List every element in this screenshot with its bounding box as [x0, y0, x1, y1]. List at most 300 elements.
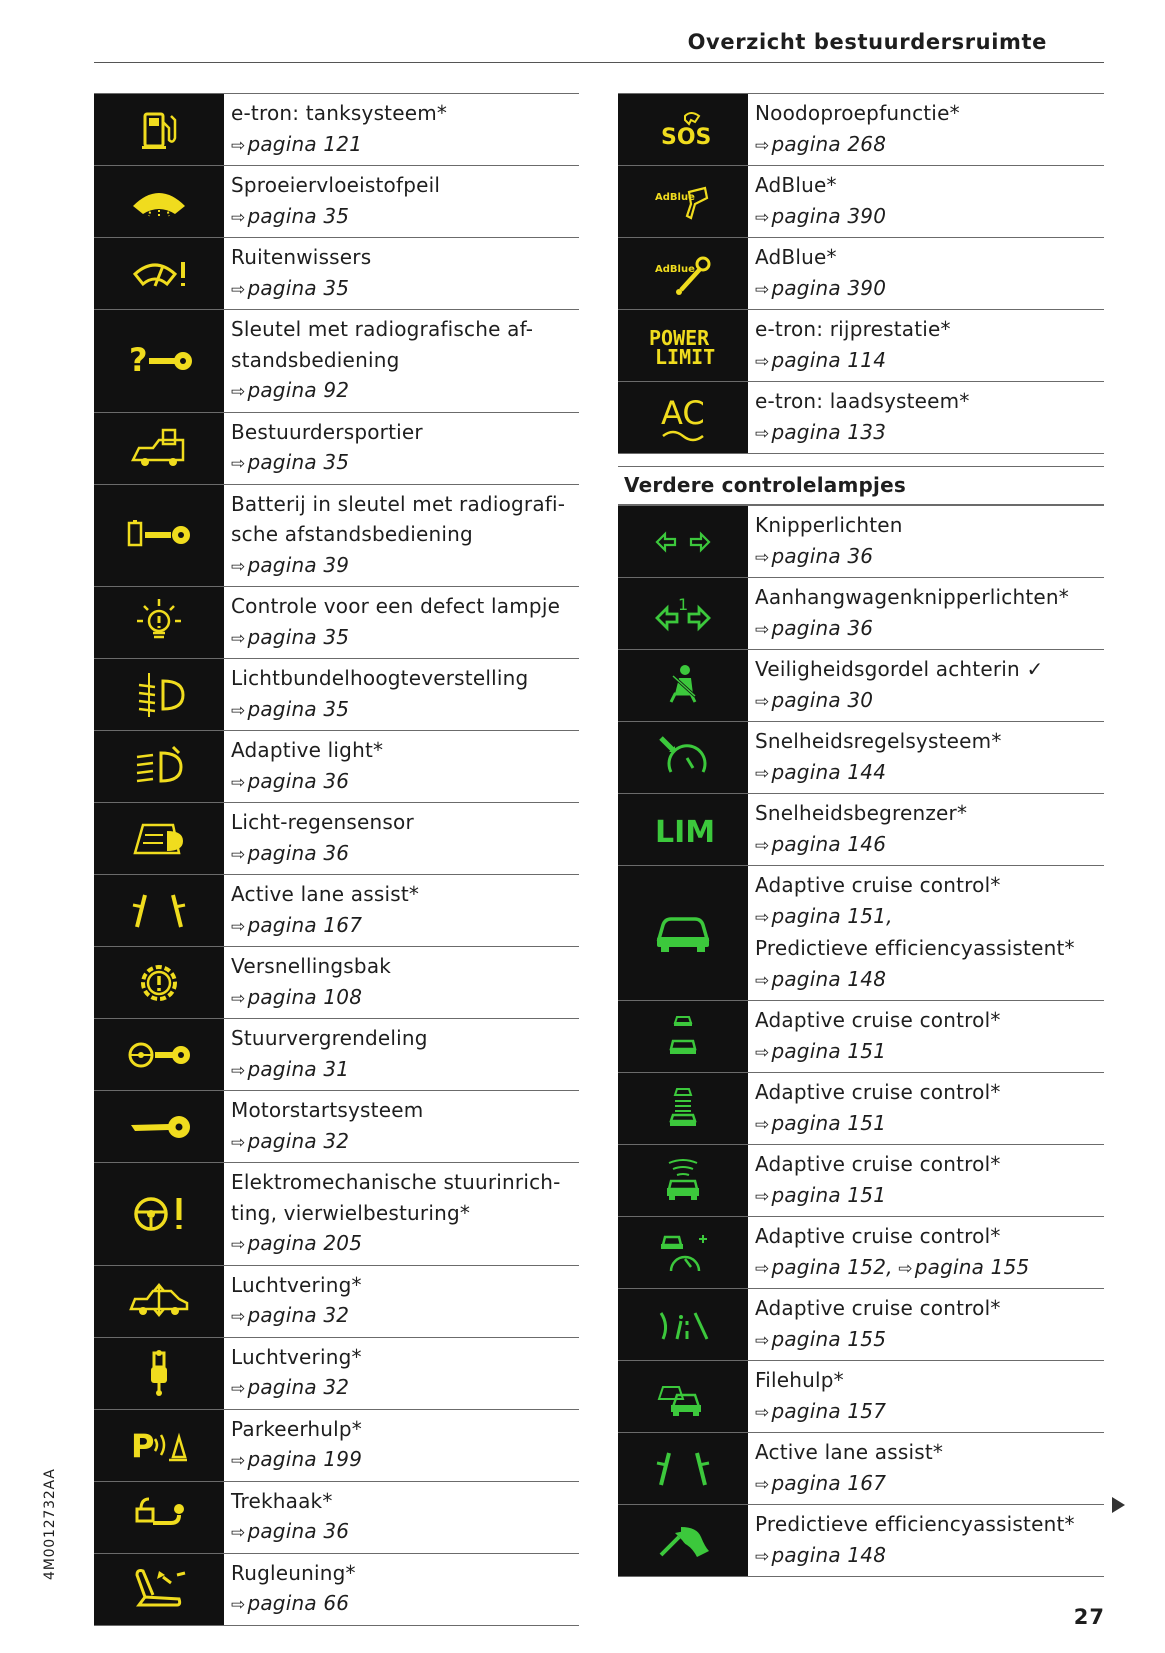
page-reference-text: pagina 114 — [771, 347, 887, 372]
indicator-label: Adaptive cruise control* — [755, 1152, 1001, 1176]
page-reference[interactable] — [755, 417, 1104, 450]
page-reference[interactable] — [231, 447, 579, 480]
page-reference[interactable] — [755, 757, 1104, 790]
indicator-row — [618, 794, 1104, 866]
indicator-description — [224, 1163, 579, 1265]
indicator-description — [748, 1433, 1104, 1504]
indicator-description — [748, 1217, 1104, 1288]
indicator-row — [94, 1482, 579, 1554]
indicator-description — [224, 94, 579, 165]
page-reference-text: pagina 151 — [771, 1038, 887, 1063]
page-reference-text: pagina 157 — [771, 1398, 887, 1423]
acc-distance-icon — [648, 1012, 718, 1062]
indicator-row — [94, 1554, 579, 1626]
page-reference[interactable] — [755, 273, 1104, 306]
indicator-label: Noodoproepfunctie* — [755, 101, 960, 125]
page-reference-text: pagina 36 — [247, 840, 350, 865]
indicator-row — [94, 1019, 579, 1091]
reference-arrow-icon: ⇨ — [231, 556, 246, 577]
indicator-description — [748, 866, 1104, 1000]
indicator-icon-cell — [94, 310, 224, 412]
indicator-label: Knipperlichten — [755, 513, 903, 537]
indicator-label: AdBlue* — [755, 173, 837, 197]
svg-text:LIM: LIM — [655, 814, 716, 850]
lane-assist-active-icon — [648, 1444, 718, 1494]
page-reference-text: pagina 35 — [247, 275, 350, 300]
indicator-label: Versnellingsbak — [231, 954, 392, 978]
indicator-description — [748, 1361, 1104, 1432]
page-reference[interactable] — [231, 1054, 579, 1087]
lane-assist-icon — [124, 886, 194, 936]
reference-arrow-icon: ⇨ — [755, 279, 770, 300]
indicator-icon-cell — [94, 659, 224, 730]
page-reference[interactable] — [755, 1036, 1104, 1069]
indicator-icon-cell — [94, 485, 224, 587]
indicator-row — [94, 485, 579, 588]
adaptive-light-icon — [124, 742, 194, 792]
adblue-fill-icon — [648, 177, 718, 227]
page-reference-text: pagina 36 — [247, 1519, 350, 1543]
indicator-row — [618, 650, 1104, 722]
page-reference[interactable] — [231, 910, 579, 943]
reference-arrow-icon: ⇨ — [755, 763, 770, 784]
indicator-description — [224, 1019, 579, 1090]
gearbox-icon — [124, 958, 194, 1008]
page-reference-text: pagina 30 — [771, 687, 874, 712]
indicator-description — [224, 1091, 579, 1162]
page-reference[interactable] — [231, 1372, 579, 1405]
page-reference[interactable] — [755, 1108, 1104, 1141]
page-reference-text: pagina 31 — [247, 1056, 350, 1081]
indicator-label: Luchtvering* — [231, 1344, 362, 1369]
speed-limiter-icon — [648, 805, 718, 855]
indicator-description — [224, 1410, 579, 1481]
indicator-label: Licht-regensensor — [231, 810, 414, 834]
page-reference-text: pagina 133 — [771, 419, 887, 444]
indicator-description — [224, 731, 579, 802]
indicator-label: standsbediening — [231, 347, 400, 372]
fuel-pump-icon — [124, 105, 194, 155]
page-reference-text: pagina 32 — [247, 1375, 350, 1399]
efficiency-assist-icon — [648, 1516, 718, 1566]
page-reference[interactable] — [231, 1588, 579, 1621]
reference-arrow-icon: ⇨ — [755, 1186, 770, 1207]
page-reference-text: pagina 155 — [771, 1326, 887, 1351]
indicator-icon-cell — [94, 1266, 224, 1337]
indicator-row — [94, 875, 579, 947]
indicator-description — [748, 310, 1104, 381]
driver-door-icon — [124, 423, 194, 473]
page-reference[interactable] — [231, 1126, 579, 1159]
indicator-list-further — [618, 505, 1104, 1577]
page-reference-text: pagina 205 — [247, 1231, 363, 1255]
svg-text:P: P — [131, 1427, 155, 1465]
page-reference-text: pagina 36 — [771, 543, 874, 568]
indicator-row — [94, 238, 579, 310]
indicator-icon-cell — [618, 1001, 748, 1072]
indicator-description — [224, 1482, 579, 1553]
indicator-icon-cell — [94, 1410, 224, 1481]
indicator-row — [618, 166, 1104, 238]
indicator-description — [748, 1073, 1104, 1144]
indicator-label: Lichtbundelhoogteverstelling — [231, 666, 529, 690]
reference-arrow-icon: ⇨ — [231, 1307, 246, 1327]
svg-text:POWER: POWER — [649, 325, 710, 350]
indicator-description — [224, 803, 579, 874]
indicator-description — [748, 1505, 1104, 1576]
reference-arrow-icon: ⇨ — [755, 135, 770, 156]
page-reference[interactable] — [755, 1324, 1104, 1357]
air-suspension-icon — [124, 1276, 194, 1326]
indicator-row — [618, 382, 1104, 454]
indicator-description — [748, 166, 1104, 237]
washer-fluid-icon — [124, 177, 194, 227]
page-reference[interactable] — [755, 613, 1104, 646]
reference-arrow-icon: ⇨ — [231, 844, 246, 865]
indicator-description — [224, 310, 579, 412]
svg-text:1: 1 — [678, 594, 689, 614]
page-reference[interactable] — [755, 201, 1104, 234]
page-reference[interactable] — [231, 694, 579, 727]
page-reference-text: pagina 390 — [771, 203, 887, 228]
indicator-description — [224, 587, 579, 658]
indicator-description — [224, 1338, 579, 1409]
page-reference-text: pagina 36 — [247, 768, 350, 793]
traffic-jam-assist-icon — [648, 1372, 718, 1422]
reference-arrow-icon: ⇨ — [755, 207, 770, 228]
indicator-row — [618, 1217, 1104, 1289]
page-reference[interactable] — [755, 129, 1104, 162]
reference-arrow-icon: ⇨ — [755, 970, 770, 991]
reference-arrow-icon: ⇨ — [755, 691, 770, 712]
indicator-label: Luchtvering* — [231, 1272, 362, 1297]
indicator-icon-cell — [618, 310, 748, 381]
seat-backrest-icon — [124, 1564, 194, 1614]
page-reference[interactable] — [755, 541, 1104, 574]
indicator-description — [748, 1145, 1104, 1216]
page-reference[interactable] — [231, 838, 579, 871]
page-reference[interactable] — [755, 345, 1104, 378]
indicator-row — [94, 1410, 579, 1482]
indicator-icon-cell — [94, 875, 224, 946]
indicator-label: Ruitenwissers — [231, 245, 372, 269]
indicator-label: Parkeerhulp* — [231, 1416, 362, 1441]
reference-arrow-icon: ⇨ — [755, 1114, 770, 1135]
svg-text:LIMIT: LIMIT — [655, 344, 716, 369]
indicator-label: Snelheidsregelsysteem* — [755, 729, 1002, 753]
indicator-icon-cell — [618, 238, 748, 309]
indicator-icon-cell — [94, 947, 224, 1018]
indicator-icon-cell — [618, 866, 748, 1000]
page-reference-text: pagina 36 — [771, 615, 874, 640]
page-reference[interactable] — [755, 1180, 1104, 1213]
indicator-row — [618, 1289, 1104, 1361]
indicator-row — [94, 1163, 579, 1266]
reference-arrow-icon: ⇨ — [231, 916, 246, 937]
page-reference[interactable] — [893, 1255, 1030, 1279]
page-reference[interactable] — [755, 829, 1104, 862]
indicator-label: Adaptive cruise control* — [755, 1224, 1001, 1248]
indicator-label: Active lane assist* — [231, 882, 420, 906]
turn-signals-icon — [648, 517, 718, 567]
indicator-description — [748, 1001, 1104, 1072]
reference-arrow-icon: ⇨ — [755, 423, 770, 444]
reference-arrow-icon: ⇨ — [755, 619, 770, 640]
page-reference[interactable] — [231, 1444, 579, 1477]
page-reference[interactable] — [231, 201, 579, 234]
page-reference[interactable] — [755, 1255, 893, 1279]
indicator-row — [94, 1338, 579, 1410]
reference-arrow-icon: ⇨ — [231, 700, 246, 721]
indicator-row — [618, 310, 1104, 382]
reference-arrow-icon: ⇨ — [231, 454, 246, 474]
indicator-label: Elektromechanische stuurinrich- — [231, 1170, 561, 1194]
svg-text:AdBlue: AdBlue — [655, 263, 695, 275]
indicator-description — [224, 413, 579, 484]
trailer-signals-icon — [648, 589, 718, 639]
acc-lane-icon — [648, 1300, 718, 1350]
indicator-icon-cell — [94, 1554, 224, 1625]
page-reference-text: pagina 199 — [247, 1447, 363, 1471]
page-reference-text: pagina 92 — [247, 378, 350, 402]
indicator-row — [94, 587, 579, 659]
indicator-icon-cell — [618, 722, 748, 793]
indicator-label: Snelheidsbegrenzer* — [755, 801, 968, 825]
indicator-row — [618, 1073, 1104, 1145]
reference-arrow-icon: ⇨ — [231, 1379, 246, 1399]
indicator-icon-cell — [618, 382, 748, 453]
indicator-description — [224, 1266, 579, 1337]
reference-arrow-icon: ⇨ — [755, 835, 770, 856]
indicator-icon-cell — [618, 1433, 748, 1504]
indicator-list-main — [618, 93, 1104, 454]
page-reference-text: pagina 35 — [247, 450, 350, 474]
acc-radar-icon — [648, 1156, 718, 1206]
reference-arrow-icon: ⇨ — [755, 1546, 770, 1567]
indicator-label: Stuurvergrendeling — [231, 1026, 428, 1050]
page-reference-text: pagina 146 — [771, 831, 887, 856]
indicator-description — [748, 382, 1104, 453]
indicator-row — [94, 310, 579, 413]
page-reference[interactable] — [231, 1300, 579, 1333]
indicator-icon-cell — [94, 587, 224, 658]
indicator-label: Predictieve efficiencyassistent* — [755, 936, 1075, 960]
indicator-description — [224, 166, 579, 237]
page-reference-text: pagina 32 — [247, 1128, 350, 1153]
page-reference[interactable] — [231, 550, 579, 583]
section-title: Verdere controlelampjes — [618, 466, 1104, 505]
reference-arrow-icon: ⇨ — [755, 547, 770, 568]
indicator-icon-cell — [94, 1163, 224, 1265]
parking-aid-icon — [124, 1420, 194, 1470]
indicator-row — [618, 93, 1104, 166]
indicator-icon-cell — [94, 94, 224, 165]
page-reference-text: pagina 148 — [771, 1542, 887, 1567]
steering-warning-icon — [124, 1189, 194, 1239]
page-reference-text: pagina 121 — [247, 131, 363, 156]
indicator-icon-cell — [618, 1361, 748, 1432]
power-limit-icon — [648, 321, 718, 371]
reference-arrow-icon: ⇨ — [755, 907, 770, 928]
right-column — [618, 93, 1104, 1577]
indicator-row — [618, 722, 1104, 794]
headlight-range-icon — [124, 670, 194, 720]
indicator-row — [94, 1266, 579, 1338]
indicator-icon-cell — [94, 731, 224, 802]
page-reference-text: pagina 151 — [771, 1182, 887, 1207]
indicator-row — [94, 731, 579, 803]
indicator-row — [618, 238, 1104, 310]
reference-arrow-icon: ⇨ — [231, 1060, 246, 1081]
reference-arrow-icon: ⇨ — [231, 382, 246, 402]
indicator-icon-cell — [618, 166, 748, 237]
indicator-label: Aanhangwagenknipperlichten* — [755, 585, 1069, 609]
reference-arrow-icon: ⇨ — [231, 628, 246, 649]
indicator-description — [748, 578, 1104, 649]
page-reference-text: pagina 148 — [771, 966, 887, 991]
page-reference[interactable] — [755, 1540, 1104, 1573]
reference-arrow-icon: ⇨ — [755, 1330, 770, 1351]
page-reference-text: pagina 66 — [247, 1591, 350, 1615]
indicator-label: e-tron: laadsysteem* — [755, 389, 970, 413]
indicator-row — [618, 1361, 1104, 1433]
page-reference[interactable] — [755, 1468, 1104, 1501]
indicator-row — [618, 1001, 1104, 1073]
page-reference-text: pagina 32 — [247, 1303, 350, 1327]
indicator-label: ting, vierwielbesturing* — [231, 1200, 471, 1225]
reference-arrow-icon: ⇨ — [231, 1595, 246, 1615]
page-reference[interactable] — [755, 901, 1104, 934]
reference-arrow-icon: ⇨ — [231, 1523, 246, 1543]
ac-charging-icon — [648, 393, 718, 443]
indicator-label: Trekhaak* — [231, 1488, 333, 1513]
indicator-description — [224, 238, 579, 309]
reference-arrow-icon: ⇨ — [755, 1402, 770, 1423]
indicator-description — [748, 722, 1104, 793]
indicator-icon-cell — [618, 794, 748, 865]
engine-start-key-icon — [124, 1102, 194, 1152]
page-reference[interactable] — [231, 982, 579, 1015]
indicator-description — [224, 947, 579, 1018]
rear-seatbelt-icon — [648, 661, 718, 711]
indicator-description — [748, 1289, 1104, 1360]
indicator-row — [618, 578, 1104, 650]
reference-arrow-icon: ⇨ — [231, 1235, 246, 1255]
page-reference[interactable] — [755, 964, 1104, 997]
indicator-label: AdBlue* — [755, 245, 837, 269]
indicator-description — [224, 875, 579, 946]
reference-arrow-icon: ⇨ — [755, 1258, 770, 1279]
page-reference-text: pagina 35 — [247, 203, 350, 228]
wiper-warning-icon — [124, 249, 194, 299]
page-reference[interactable] — [231, 375, 579, 408]
indicator-description — [224, 1554, 579, 1625]
page-reference-text: pagina 151, — [771, 903, 893, 928]
steering-lock-icon — [124, 1030, 194, 1080]
indicator-label: Rugleuning* — [231, 1560, 356, 1585]
indicator-label: sche afstandsbediening — [231, 522, 473, 546]
tow-hitch-icon — [124, 1492, 194, 1542]
indicator-icon-cell — [618, 1073, 748, 1144]
indicator-icon-cell — [618, 1145, 748, 1216]
acc-car-icon — [648, 908, 718, 958]
page-reference[interactable] — [231, 273, 579, 306]
page-reference[interactable] — [231, 766, 579, 799]
page-reference[interactable] — [755, 1396, 1104, 1429]
indicator-label: Sproeiervloeistofpeil — [231, 173, 441, 197]
indicator-icon-cell — [618, 94, 748, 165]
document-code: 4M0012732AA — [42, 1468, 58, 1580]
indicator-icon-cell — [94, 166, 224, 237]
svg-text:SOS: SOS — [661, 124, 712, 150]
bulb-warning-icon — [124, 598, 194, 648]
indicator-icon-cell — [94, 238, 224, 309]
page-reference[interactable] — [231, 622, 579, 655]
page-number: 27 — [1073, 1605, 1105, 1629]
indicator-row — [618, 866, 1104, 1001]
reference-arrow-icon: ⇨ — [231, 1132, 246, 1153]
indicator-label: Adaptive cruise control* — [755, 1296, 1001, 1320]
indicator-row — [94, 93, 579, 166]
svg-text:AdBlue: AdBlue — [655, 191, 695, 203]
page-header-title: Overzicht bestuurdersruimte — [687, 30, 1047, 54]
sos-icon — [648, 105, 718, 155]
indicator-label: e-tron: rijprestatie* — [755, 317, 951, 341]
indicator-icon-cell — [618, 1217, 748, 1288]
indicator-row — [94, 659, 579, 731]
indicator-description — [748, 794, 1104, 865]
indicator-label: Adaptive cruise control* — [755, 873, 1001, 897]
indicator-description — [748, 650, 1104, 721]
indicator-row — [618, 1145, 1104, 1217]
indicator-label: Bestuurdersportier — [231, 419, 423, 444]
indicator-icon-cell — [618, 578, 748, 649]
indicator-label: Veiligheidsgordel achterin ✓ — [755, 657, 1044, 681]
indicator-row — [94, 947, 579, 1019]
indicator-row — [618, 1505, 1104, 1577]
reference-arrow-icon: ⇨ — [231, 207, 246, 228]
svg-text:?: ? — [129, 340, 148, 379]
indicator-icon-cell — [94, 1019, 224, 1090]
page-reference[interactable] — [755, 685, 1104, 718]
indicator-icon-cell — [94, 413, 224, 484]
reference-arrow-icon: ⇨ — [231, 279, 246, 300]
indicator-label: Controle voor een defect lampje — [231, 594, 561, 618]
page-reference[interactable] — [231, 1228, 579, 1261]
indicator-label: Filehulp* — [755, 1368, 844, 1392]
next-page-arrow-icon[interactable] — [1112, 1497, 1125, 1513]
indicator-label: Motorstartsysteem — [231, 1098, 424, 1122]
indicator-row — [94, 1091, 579, 1163]
page-reference-text: pagina 39 — [247, 552, 350, 577]
key-question-icon — [124, 336, 194, 386]
indicator-label: e-tron: tanksysteem* — [231, 101, 448, 125]
page-reference[interactable] — [231, 1516, 579, 1549]
reference-arrow-icon: ⇨ — [231, 988, 246, 1009]
indicator-icon-cell — [618, 1505, 748, 1576]
indicator-description — [748, 506, 1104, 577]
reference-arrow-icon: ⇨ — [231, 135, 246, 156]
indicator-icon-cell — [618, 650, 748, 721]
page-reference[interactable] — [231, 129, 579, 162]
left-column — [94, 93, 579, 1626]
indicator-row — [94, 803, 579, 875]
reference-arrow-icon: ⇨ — [231, 1451, 246, 1471]
page-reference-text: pagina 268 — [771, 131, 887, 156]
reference-arrow-icon: ⇨ — [892, 1258, 913, 1279]
page-reference-text: pagina 167 — [247, 912, 363, 937]
cruise-control-icon — [648, 733, 718, 783]
